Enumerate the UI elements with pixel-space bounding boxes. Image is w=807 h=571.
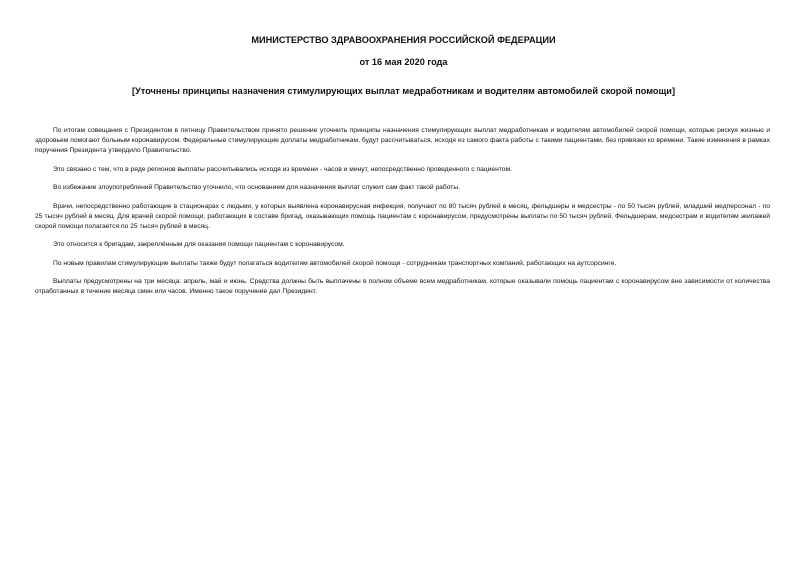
document-body — [35, 126, 770, 306]
document-title: [Уточнены принципы назначения стимулирующих выплат медработникам и водителям автомобилей скорой помощи] — [131, 86, 676, 96]
paragraph: Врачи, непосредственно работающие в стационарах с людьми, у которых выявлена коронавирусная инфекция, получают по 80 тысяч рублей в месяц, фельдшеры и медсестры - по 50 тысяч рублей, младший медперсонал - по 25 тысяч рублей в месяц. Для врачей скорой помощи, работающих в составе бригад, оказывающих помощь пациентам с коронавирусом, предусмотрены выплаты по 50 тысяч рублей. Фельдшерам, медсестрам и водителям экипажей скорой помощи полагается по 25 тысяч рублей в месяц. — [35, 202, 770, 230]
paragraph: Это связано с тем, что в ряде регионов выплаты рассчитывались исходя из времени - часов и минут, непосредственно проведенного с пациентом. — [53, 165, 512, 173]
document-date: от 16 мая 2020 года — [359, 57, 448, 67]
ministry-heading: МИНИСТЕРСТВО ЗДРАВООХРАНЕНИЯ РОССИЙСКОЙ ФЕДЕРАЦИИ — [251, 35, 556, 45]
paragraph: Это относится к бригадам, закреплённым для оказания помощи пациентам с коронавирусом. — [53, 241, 345, 248]
paragraph: По итогам совещания с Президентом в пятницу Правительством принято решение уточнить принципы назначения стимулирующих выплат медработникам и водителям автомобилей скорой помощи, которые рискуя жизнью и здоровьем помогают больным коронавирусом. Федеральные стимулирующие доплаты медработникам, будут рассчитываться, исходя из самого факта работы с такими пациентами, без привязки ко времени. Такие изменения в рамках поручения Президента утвердило Правительство. — [35, 127, 770, 154]
paragraph: Выплаты предусмотрены на три месяца: апрель, май и июнь. Средства должны быть выплачены в полном объеме всем медработникам, которые оказывали помощь пациентам с коронавирусом вне зависимости от количества отработанных в течение месяца смен или часов. Именно такое поручение дал Президент. — [35, 278, 770, 295]
paragraph: По новым правилам стимулирующие выплаты также будут полагаться водителям автомобилей скорой помощи - сотрудникам транспортных компаний, работающих на аутсорсинге. — [53, 259, 617, 267]
paragraph: Во избежание злоупотреблений Правительство уточнило, что основанием для назначения выплат служит сам факт такой работы. — [53, 184, 461, 191]
